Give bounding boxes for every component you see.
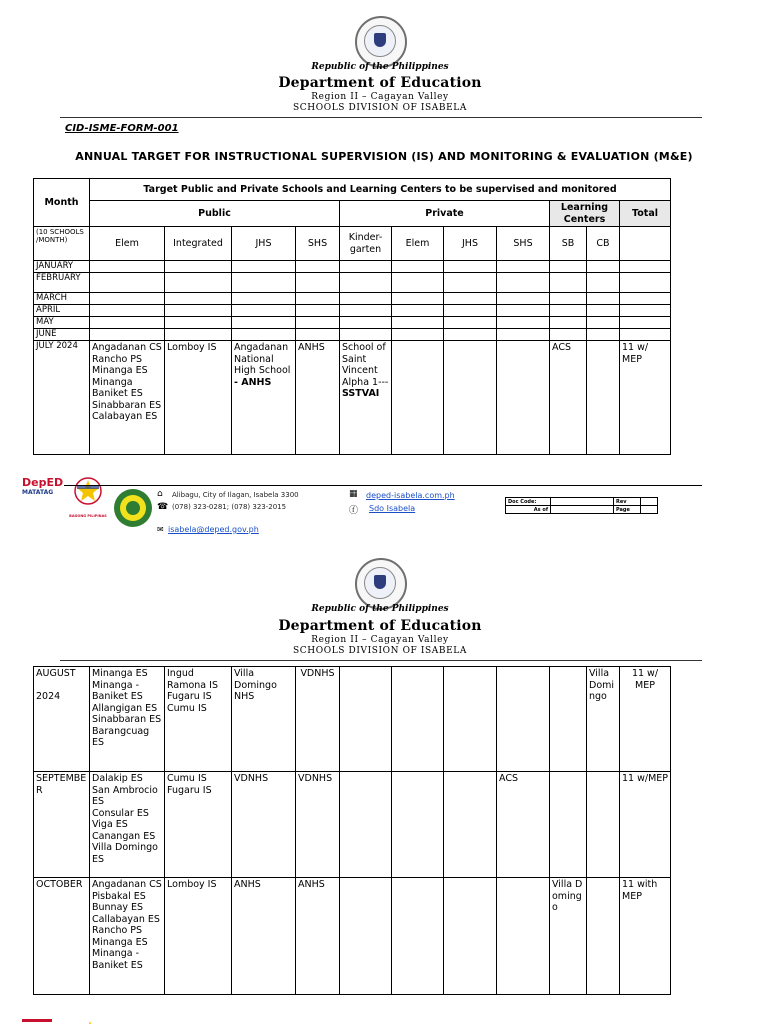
cell-private-shs	[497, 878, 550, 995]
cell-total: 11 w/ MEP	[620, 341, 671, 455]
department-heading: Department of Education	[278, 75, 482, 91]
table-row	[34, 772, 671, 878]
cell-public-jhs: ANHS	[232, 878, 296, 995]
cell-public-shs: VDNHS	[296, 667, 340, 772]
target-table-page2	[33, 666, 671, 995]
phone-text: (078) 323-0281; (078) 323-2015	[172, 503, 287, 511]
deped-seal	[355, 16, 407, 68]
col-public-integrated: Integrated	[165, 227, 232, 261]
col-sb: SB	[550, 227, 587, 261]
table-row	[34, 305, 671, 317]
cell-total: 11 w/MEP	[620, 772, 671, 878]
month-cell: OCTOBER	[34, 878, 90, 995]
cell-public-shs: ANHS	[296, 341, 340, 455]
cell-public-integrated: Cumu IS Fugaru IS	[165, 772, 232, 878]
deped-seal	[355, 558, 407, 610]
matatag-wordmark: MATATAG	[22, 489, 54, 496]
region-heading: Region II – Cagayan Valley	[311, 635, 449, 645]
cell-private-shs: ACS	[497, 772, 550, 878]
public-header: Public	[90, 201, 340, 227]
deped-wordmark: DepED	[22, 476, 64, 489]
cell-sb: ACS	[550, 341, 587, 455]
month-cell: FEBRUARY	[34, 273, 90, 293]
address-icon: ⌂	[157, 489, 163, 499]
division-heading: SCHOOLS DIVISION OF ISABELA	[293, 103, 467, 113]
kinder-code: SSTVAI	[342, 388, 380, 399]
month-cell: AUGUST 2024	[34, 667, 90, 772]
page-label: Page	[614, 506, 641, 514]
facebook-link[interactable]: Sdo Isabela	[369, 504, 416, 513]
cell-public-shs: VDNHS	[296, 772, 340, 878]
month-cell: JULY 2024	[34, 341, 90, 455]
month-note: (10 SCHOOLS /MONTH)	[34, 227, 90, 261]
document-title: ANNUAL TARGET FOR INSTRUCTIONAL SUPERVISION (IS) AND MONITORING & EVALUATION (M&E)	[75, 150, 693, 163]
header-rule	[60, 660, 702, 661]
cell-cb	[587, 772, 620, 878]
phone-icon: ☎	[157, 502, 169, 512]
table-row	[34, 341, 671, 455]
bagong-pilipinas-logo	[67, 474, 109, 518]
month-cell: MAY	[34, 317, 90, 329]
cell-public-elem: Minanga ES Minanga - Baniket ES Allangigan ES Sinabbaran ES Barangcuag ES	[90, 667, 165, 772]
department-heading: Department of Education	[278, 618, 482, 634]
cell-public-elem: Angadanan CS Pisbakal ES Bunnay ES Callabayan ES Rancho PS Minanga ES Minanga - Baniket ES	[90, 878, 165, 995]
cell-public-integrated: Lomboy IS	[165, 341, 232, 455]
cell-public-jhs: VDNHS	[232, 772, 296, 878]
month-cell: SEPTEMBER	[34, 772, 90, 878]
cell-public-jhs	[232, 341, 296, 455]
republic-heading: Republic of the Philippines	[311, 62, 449, 72]
jhs-code: - ANHS	[234, 376, 272, 388]
cell-private-kinder	[340, 341, 392, 455]
cell-public-integrated: Ingud Ramona IS Fugaru IS Cumu IS	[165, 667, 232, 772]
deped-matatag-logo-partial	[22, 1016, 66, 1024]
month-cell: JANUARY	[34, 261, 90, 273]
cell-sb	[550, 667, 587, 772]
total-header: Total	[620, 201, 671, 227]
division-heading: SCHOOLS DIVISION OF ISABELA	[293, 646, 467, 656]
cell-public-elem: Angadanan CS Rancho PS Minanga ES Minanga Baniket ES Sinabbaran ES Calabayan ES	[90, 341, 165, 455]
sdo-isabela-seal	[113, 488, 153, 528]
region-heading: Region II – Cagayan Valley	[311, 92, 449, 102]
cell-sb	[550, 772, 587, 878]
month-header: Month	[34, 179, 90, 227]
cell-public-elem: Dalakip ES San Ambrocio ES Consular ES Viga ES Canangan ES Villa Domingo ES	[90, 772, 165, 878]
learning-centers-header: Learning Centers	[550, 201, 620, 227]
cell-cb: Villa Domingo	[587, 667, 620, 772]
cell-total: 11 with MEP	[620, 878, 671, 995]
deped-matatag-logo	[22, 476, 66, 512]
col-total-empty	[620, 227, 671, 261]
col-cb: CB	[587, 227, 620, 261]
col-private-shs: SHS	[497, 227, 550, 261]
table-row	[34, 317, 671, 329]
facebook-icon: ⓕ	[349, 506, 359, 516]
month-cell: JUNE	[34, 329, 90, 341]
cell-public-shs: ANHS	[296, 878, 340, 995]
target-table-page1	[33, 178, 671, 455]
website-link[interactable]: deped-isabela.com.ph	[366, 491, 455, 500]
cell-public-integrated: Lomboy IS	[165, 878, 232, 995]
rev-label: Rev	[614, 498, 641, 506]
header-rule	[60, 117, 702, 118]
doc-control-box	[505, 497, 658, 514]
footer-rule	[64, 485, 702, 486]
bagong-pilipinas-text: BAGONG PILIPINAS	[69, 514, 107, 518]
form-code: CID-ISME-FORM-001	[65, 123, 179, 134]
table-row	[34, 261, 671, 273]
cell-public-jhs: Villa Domingo NHS	[232, 667, 296, 772]
table-row	[34, 293, 671, 305]
month-cell: APRIL	[34, 305, 90, 317]
col-public-jhs: JHS	[232, 227, 296, 261]
col-public-shs: SHS	[296, 227, 340, 261]
website-icon: ▦	[349, 489, 358, 499]
month-cell: MARCH	[34, 293, 90, 305]
table-row	[34, 667, 671, 772]
col-public-elem: Elem	[90, 227, 165, 261]
email-icon: ✉	[157, 525, 164, 534]
cell-private-shs	[497, 667, 550, 772]
email-link[interactable]: isabela@deped.gov.ph	[168, 525, 259, 534]
address-text: Alibagu, City of Ilagan, Isabela 3300	[172, 491, 299, 499]
target-header: Target Public and Private Schools and Learning Centers to be supervised and monitored	[90, 179, 671, 201]
doc-code-label: Doc Code:	[506, 498, 551, 506]
jhs-name: Angadanan National High School	[234, 342, 291, 376]
cell-sb: Villa Domingo	[550, 878, 587, 995]
col-private-kindergarten: Kinder-garten	[340, 227, 392, 261]
table-row	[34, 878, 671, 995]
bagong-pilipinas-logo-partial	[80, 1014, 100, 1024]
kinder-name: School of Saint Vincent Alpha 1---	[342, 342, 389, 388]
table-row	[34, 273, 671, 293]
cell-cb	[587, 878, 620, 995]
republic-heading: Republic of the Philippines	[311, 604, 449, 614]
table-row	[34, 329, 671, 341]
col-private-elem: Elem	[392, 227, 444, 261]
cell-total: 11 w/ MEP	[620, 667, 671, 772]
as-of-label: As of	[506, 506, 551, 514]
private-header: Private	[340, 201, 550, 227]
col-private-jhs: JHS	[444, 227, 497, 261]
